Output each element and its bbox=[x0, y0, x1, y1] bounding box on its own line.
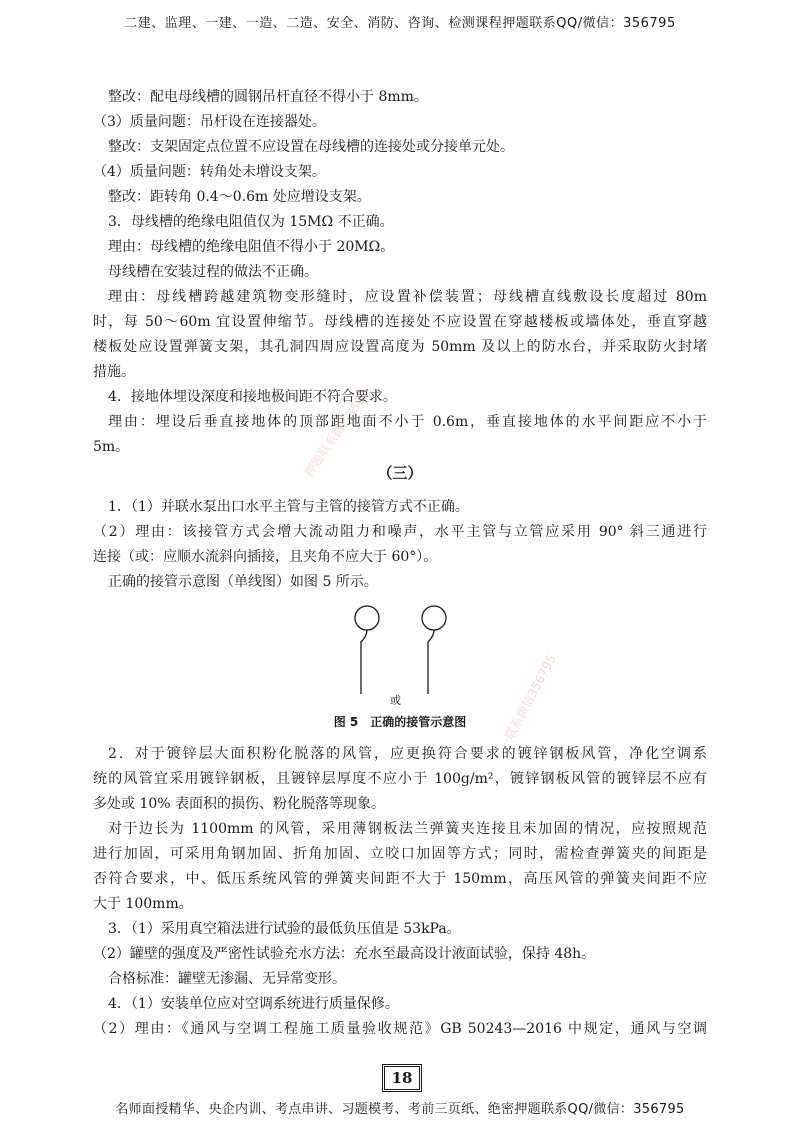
text-line: 连接（或：应顺水流斜向插接，且夹角不应大于 60°）。 bbox=[93, 549, 438, 565]
page-header: 二建、监理、一建、一造、二造、安全、消防、咨询、检测课程押题联系QQ/微信：356795 bbox=[124, 16, 676, 31]
section-title: （三） bbox=[377, 464, 423, 482]
text-line: 4．（1）安装单位应对空调系统进行质量保修。 bbox=[108, 996, 399, 1012]
text-line: 措施。 bbox=[93, 364, 135, 380]
text-line: 整改：配电母线槽的圆钢吊杆直径不得小于 8mm。 bbox=[108, 89, 428, 105]
text-line: （2）理由：《通风与空调工程施工质量验收规范》GB 50243—2016 中规定，通风与空调 bbox=[93, 1021, 707, 1037]
text-line: 母线槽在安装过程的做法不正确。 bbox=[108, 264, 318, 280]
text-line: 统的风管宜采用镀锌钢板，且镀锌层厚度不应小于 100g/m²，镀锌钢板风管的镀锌层不应有 bbox=[93, 771, 707, 787]
pipe-branch-right bbox=[428, 630, 434, 694]
pipe-connection-diagram bbox=[340, 602, 460, 702]
text-line: 多处或 10% 表面积的损伤、粉化脱落等现象。 bbox=[93, 796, 386, 812]
text-line: 对于边长为 1100mm 的风管，采用薄钢板法兰弹簧夹连接且未加固的情况，应按照规范 bbox=[108, 821, 707, 837]
text-line: 大于 100mm。 bbox=[93, 896, 193, 912]
text-line: 楼板处应设置弹簧支架，其孔洞四周应设置高度为 50mm 及以上的防水台，并采取防火封堵 bbox=[93, 339, 707, 355]
pipe-branch-left bbox=[361, 630, 367, 694]
text-line: 进行加固，可采用角钢加固、折角加固、立咬口加固等方式；同时，需检查弹簧夹的间距是 bbox=[93, 846, 707, 862]
text-line: （4）质量问题：转角处未增设支架。 bbox=[93, 164, 326, 180]
text-line: 3．母线槽的绝缘电阻值仅为 15MΩ 不正确。 bbox=[108, 214, 394, 230]
text-line: 3．（1）采用真空箱法进行试验的最低负压值是 53kPa。 bbox=[108, 921, 461, 937]
text-line: 否符合要求，中、低压系统风管的弹簧夹间距不大于 150mm，高压风管的弹簧夹间距不应 bbox=[93, 871, 707, 887]
text-line: （3）质量问题：吊杆设在连接器处。 bbox=[93, 114, 326, 130]
text-line: 5m。 bbox=[93, 439, 130, 455]
text-line: 时，每 50～60m 宜设置伸缩节。母线槽的连接处不应设置在穿越楼板或墙体处，垂直穿越 bbox=[93, 314, 707, 330]
text-line: 理由：母线槽的绝缘电阻值不得小于 20MΩ。 bbox=[108, 239, 395, 255]
text-line: 4．接地体埋设深度和接地极间距不符合要求。 bbox=[108, 389, 397, 405]
text-line: 1．（1）并联水泵出口水平主管与主管的接管方式不正确。 bbox=[108, 499, 469, 515]
pipe-circle-left bbox=[355, 606, 379, 630]
watermark: 押题联系微信3567 bbox=[301, 387, 372, 480]
text-line: 正确的接管示意图（单线图）如图 5 所示。 bbox=[108, 574, 378, 590]
page-footer: 名师面授精华、央企内训、考点串讲、习题模考、考前三页纸、绝密押题联系QQ/微信：356795 bbox=[115, 1102, 685, 1117]
text-line: 合格标准：罐壁无渗漏、无异常变形。 bbox=[108, 971, 346, 987]
figure-caption: 图 5 正确的接管示意图 bbox=[333, 715, 467, 729]
text-line: 整改：距转角 0.4～0.6m 处应增设支架。 bbox=[108, 189, 371, 205]
text-line: 整改：支架固定点位置不应设置在母线槽的连接处或分接单元处。 bbox=[108, 139, 514, 155]
text-line: 理由：母线槽跨越建筑物变形缝时，应设置补偿装置；母线槽直线敷设长度超过 80m bbox=[108, 289, 707, 305]
text-line: （2）理由：该接管方式会增大流动阻力和噪声，水平主管与立管应采用 90° 斜三通进行 bbox=[93, 524, 707, 540]
watermark: 一联系微信356795 bbox=[496, 652, 559, 753]
figure-or-label: 或 bbox=[390, 694, 401, 707]
text-line: 2．对于镀锌层大面积粉化脱落的风管，应更换符合要求的镀锌钢板风管，净化空调系 bbox=[108, 746, 707, 762]
pipe-circle-right bbox=[422, 606, 446, 630]
text-line: 理由：埋设后垂直接地体的顶部距地面不小于 0.6m，垂直接地体的水平间距应不小于 bbox=[108, 414, 707, 430]
page-number: 18 bbox=[382, 1064, 422, 1092]
text-line: （2）罐壁的强度及严密性试验充水方法：充水至最高设计液面试验，保持 48h。 bbox=[93, 946, 596, 962]
